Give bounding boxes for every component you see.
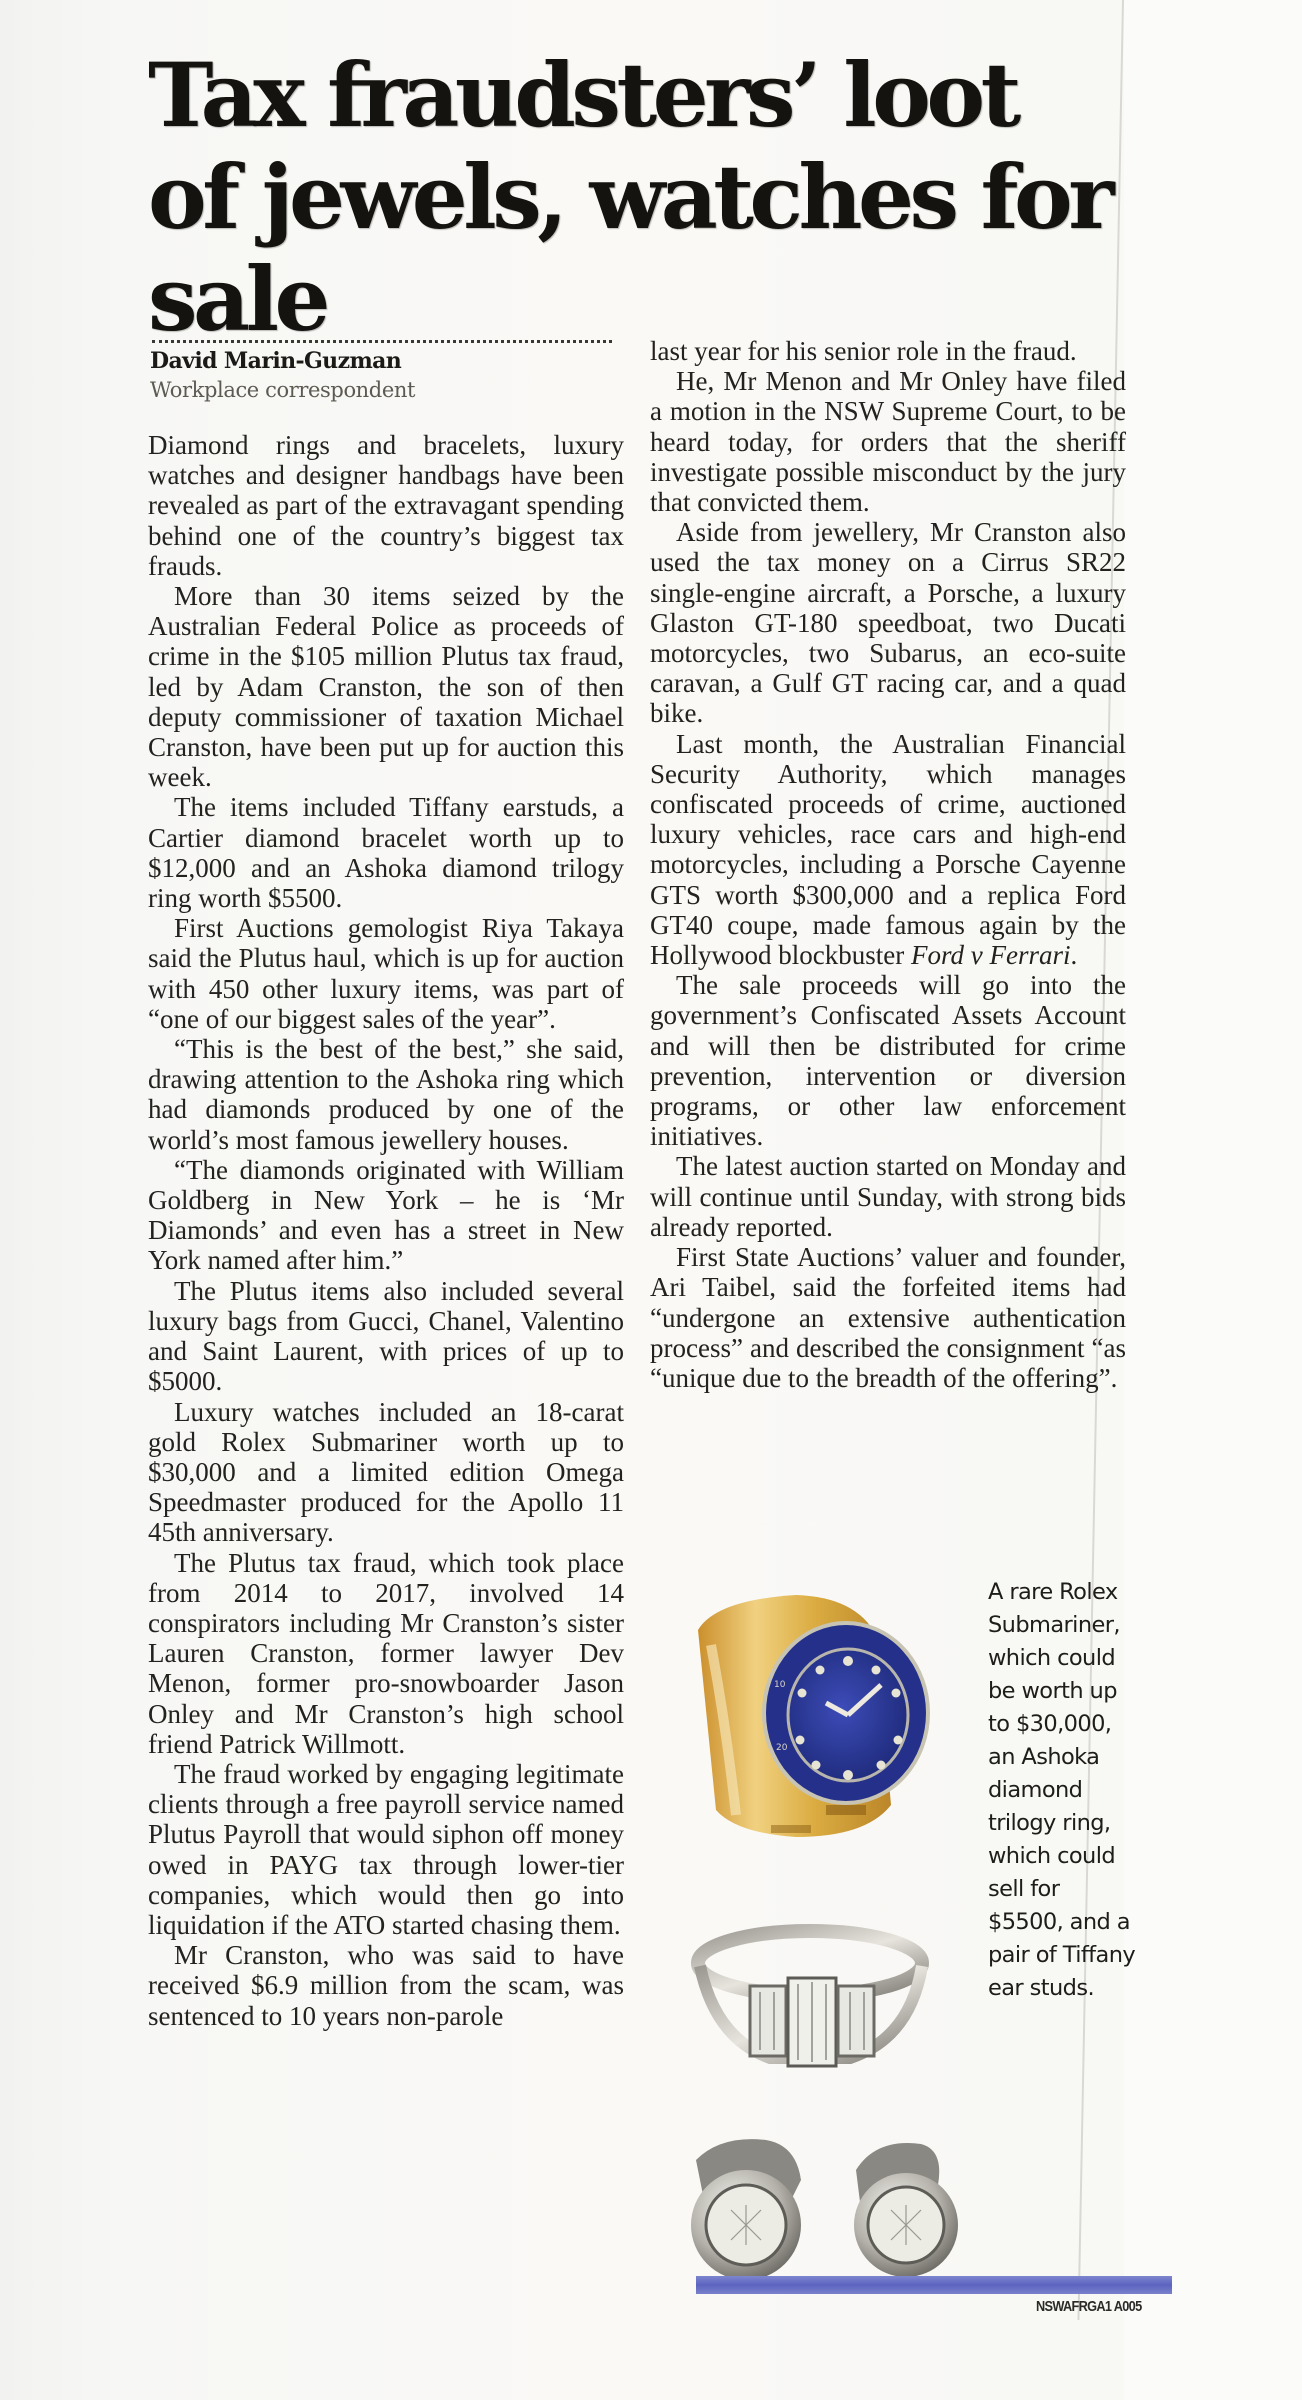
byline-divider: [152, 340, 612, 343]
tiffany-ear-studs-photo: [676, 2130, 996, 2280]
paragraph-continuation: last year for his senior role in the fraud.: [650, 336, 1077, 366]
film-title: Ford v Ferrari: [910, 940, 1071, 971]
paragraph-text: .: [1070, 940, 1078, 971]
svg-text:10: 10: [774, 1680, 786, 1690]
page-code: NSWAFRGA1 A005: [1036, 2298, 1142, 2315]
paragraph: “This is the best of the best,” she said, drawing attention to the Ashoka ring which had diamonds produced by one of the world’s most famous jewellery houses.: [148, 1034, 624, 1155]
paragraph: The Plutus items also included several luxury bags from Gucci, Chanel, Valentino and Saint Laurent, with prices of up to $5000.: [148, 1275, 624, 1397]
paragraph: Mr Cranston, who was said to have received $6.9 million from the scam, was sentenced to 10 years non-parole: [148, 1940, 624, 2031]
paragraph: Luxury watches included an 18-carat gold Rolex Submariner worth up to $30,000 and a limited edition Omega Speedmaster produced for the Apollo 11 45th anniversary.: [148, 1396, 624, 1548]
paragraph: “The diamonds originated with William Goldberg in New York – he is ‘Mr Diamonds’ and even has a street in New York named after him.”: [148, 1154, 624, 1276]
photo-caption: A rare Rolex Submariner, which could be worth up to $30,000, an Ashoka diamond trilogy ring, which could sell for $5500, and a pair of Tiffany ear studs.: [988, 1579, 1136, 2001]
headline: Tax fraudsters’ loot of jewels, watches for sale: [148, 43, 1111, 351]
paragraph-afsa: [650, 729, 1126, 971]
paragraph: The sale proceeds will go into the government’s Confiscated Assets Account and will then be distributed for crime prevention, intervention or diversion programs, or other law enforcement initiatives.: [650, 970, 1126, 1152]
paragraph: The items included Tiffany earstuds, a Cartier diamond bracelet worth up to $12,000 and an Ashoka diamond trilogy ring worth $5500.: [148, 792, 624, 914]
background-outside-clipping: [1124, 0, 1302, 2400]
article-column-right: [650, 336, 1126, 1393]
paragraph: First State Auctions’ valuer and founder, Ari Taibel, said the forfeited items had “undergone an extensive authentication process” and described the consignment “as “unique due to the breadth of the offering”.: [650, 1242, 1126, 1393]
byline-author: David Marin-Guzman: [150, 348, 402, 374]
svg-text:20: 20: [776, 1743, 788, 1753]
byline-role: Workplace correspondent: [150, 378, 416, 402]
paragraph: Aside from jewellery, Mr Cranston also used the tax money on a Cirrus SR22 single-engine aircraft, a Porsche, a luxury Glaston GT-180 speedboat, two Ducati motorcycles, two Subarus, an eco-suite caravan, a Gulf GT racing car, and a quad bike.: [650, 517, 1126, 729]
paragraph: The fraud worked by engaging legitimate clients through a free payroll service named Plutus Payroll that would siphon off money owed in PAYG tax through lower-tier companies, which would then go into liquidation if the ATO started chasing them.: [148, 1758, 624, 1940]
paragraph: First Auctions gemologist Riya Takaya said the Plutus haul, which is up for auction with 450 other luxury items, was part of “one of our biggest sales of the year”.: [148, 913, 624, 1034]
paragraph: The latest auction started on Monday and will continue until Sunday, with strong bids already reported.: [650, 1151, 1126, 1242]
rolex-watch-photo: [676, 1575, 936, 1850]
ashoka-ring-photo: [680, 1918, 940, 2083]
paragraph-text: Last month, the Australian Financial Security Authority, which manages confiscated proceeds of crime, auctioned luxury vehicles, race cars and high-end motorcycles, including a Porsche Cayenne GTS worth $300,000 and a replica Ford GT40 coupe, made famous again by the Hollywood blockbuster: [650, 728, 1126, 971]
paragraph: He, Mr Menon and Mr Onley have filed a motion in the NSW Supreme Court, to be heard today, for orders that the sheriff investigate possible misconduct by the jury that convicted them.: [650, 366, 1126, 518]
paragraph: Diamond rings and bracelets, luxury watches and designer handbags have been revealed as part of the extravagant spending behind one of the country’s biggest tax frauds.: [148, 430, 624, 581]
article-column-left: [148, 430, 624, 2031]
paragraph: More than 30 items seized by the Australian Federal Police as proceeds of crime in the $105 million Plutus tax fraud, led by Adam Cranston, the son of then deputy commissioner of taxation Michael Cranston, have been put up for auction this week.: [148, 581, 624, 793]
accent-bar: [696, 2276, 1172, 2294]
paragraph: The Plutus tax fraud, which took place from 2014 to 2017, involved 14 conspirators including Mr Cranston’s sister Lauren Cranston, former lawyer Dev Menon, former pro-snowboarder Jason Onley and Mr Cranston’s high school friend Patrick Willmott.: [148, 1547, 624, 1759]
